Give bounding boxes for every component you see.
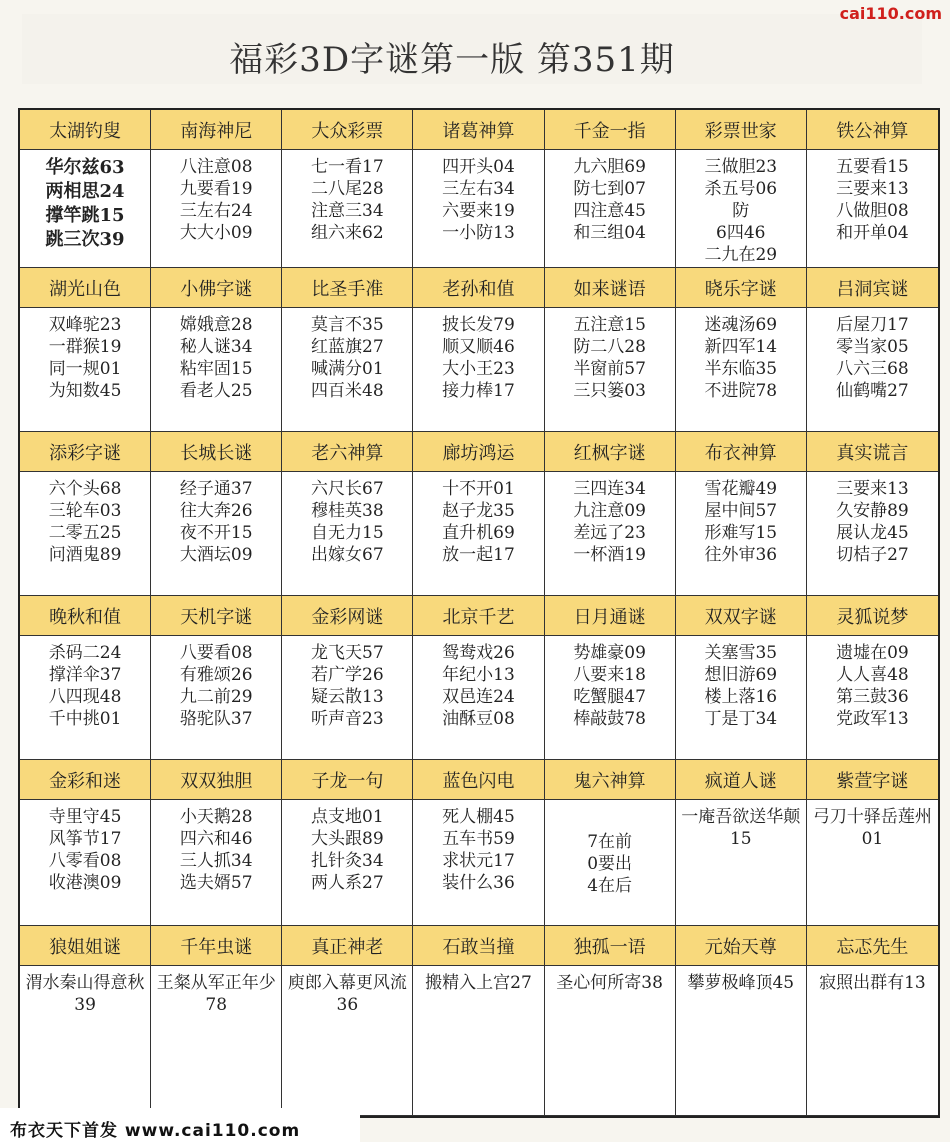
riddle-line: 不进院78 <box>704 381 778 401</box>
riddle-line: 龙飞天57 <box>311 643 384 663</box>
riddle-line: 人人喜48 <box>836 665 909 685</box>
riddle-line: 差远了23 <box>573 523 646 543</box>
column-header: 紫萱字谜 <box>807 760 938 800</box>
riddle-line: 六尺长67 <box>311 479 384 499</box>
riddle-line: 七一看17 <box>311 157 384 177</box>
riddle-cell <box>151 636 282 760</box>
riddle-line: 跳三次39 <box>45 229 125 250</box>
riddle-cell <box>20 800 151 926</box>
column-header: 真正神老 <box>282 926 413 966</box>
riddle-cell <box>413 150 544 268</box>
riddle-line: 四百米48 <box>311 381 384 401</box>
riddle-line: 红蓝旗27 <box>311 337 384 357</box>
column-header: 铁公神算 <box>807 110 938 150</box>
page-title: 福彩3D字谜第一版 第351期 <box>229 40 675 80</box>
column-header: 吕洞宾谜 <box>807 268 938 308</box>
riddle-line: 小天鹅28 <box>179 807 253 827</box>
riddle-line: 棒敲鼓78 <box>573 709 646 729</box>
riddle-line: 防七到07 <box>573 179 646 199</box>
riddle-line: 八六三68 <box>836 359 909 379</box>
riddle-cell <box>20 308 151 432</box>
riddle-line: 鸳鸯戏26 <box>442 643 515 663</box>
riddle-cell <box>20 150 151 268</box>
riddle-line: 三要来13 <box>836 479 909 499</box>
riddle-line: 大头跟89 <box>311 829 384 849</box>
riddle-cell <box>151 150 282 268</box>
riddle-cell <box>151 472 282 596</box>
column-header: 金彩和迷 <box>20 760 151 800</box>
riddle-line: 选夫婿57 <box>179 873 253 893</box>
column-header: 千年虫谜 <box>151 926 282 966</box>
riddle-line: 大小王23 <box>442 359 515 379</box>
column-header: 添彩字谜 <box>20 432 151 472</box>
column-header: 湖光山色 <box>20 268 151 308</box>
riddle-line: 四注意45 <box>573 201 646 221</box>
riddle-line: 二零五25 <box>48 523 122 543</box>
riddle-cell <box>413 966 544 1116</box>
riddle-line: 形难写15 <box>704 523 778 543</box>
riddle-cell <box>20 966 151 1116</box>
riddle-line: 风筝节17 <box>48 829 122 849</box>
column-header: 蓝色闪电 <box>413 760 544 800</box>
riddle-line: 油酥豆08 <box>442 709 515 729</box>
column-header: 晚秋和值 <box>20 596 151 636</box>
column-header: 布衣神算 <box>676 432 807 472</box>
riddle-cell <box>20 636 151 760</box>
riddle-cell <box>807 966 938 1116</box>
riddle-cell <box>676 800 807 926</box>
column-header: 彩票世家 <box>676 110 807 150</box>
riddle-line: 想旧游69 <box>704 665 778 685</box>
riddle-line: 三人抓34 <box>179 851 253 871</box>
riddle-line: 赵子龙35 <box>442 501 515 521</box>
riddle-cell <box>413 472 544 596</box>
riddle-cell <box>282 150 413 268</box>
riddle-line: 后屋刀17 <box>836 315 909 335</box>
riddle-line: 放一起17 <box>442 545 515 565</box>
riddle-line: 半窗前57 <box>573 359 646 379</box>
riddle-line: 五要看15 <box>836 157 909 177</box>
riddle-cell <box>151 966 282 1116</box>
riddle-line: 二八尾28 <box>311 179 384 199</box>
riddle-line: 一群猴19 <box>48 337 122 357</box>
riddle-line: 出嫁女67 <box>311 545 384 565</box>
riddle-cell <box>545 636 676 760</box>
column-header: 天机字谜 <box>151 596 282 636</box>
riddle-line: 党政军13 <box>836 709 909 729</box>
riddle-line: 九六胆69 <box>573 157 646 177</box>
riddle-cell <box>413 800 544 926</box>
riddle-line: 九注意09 <box>573 501 646 521</box>
riddle-cell <box>676 636 807 760</box>
riddle-cell <box>807 150 938 268</box>
riddle-cell <box>413 308 544 432</box>
riddle-line: 三四连34 <box>573 479 646 499</box>
riddle-cell <box>413 636 544 760</box>
riddle-line: 4在后 <box>587 875 633 896</box>
column-header: 双双独胆 <box>151 760 282 800</box>
riddle-line: 二九在29 <box>704 245 778 265</box>
riddle-line: 屋中间57 <box>704 501 778 521</box>
riddle-cell <box>676 472 807 596</box>
riddle-cell <box>807 636 938 760</box>
riddle-cell <box>807 308 938 432</box>
riddle-line: 莫言不35 <box>311 315 384 335</box>
riddle-cell <box>807 800 938 926</box>
riddle-line: 圣心何所寄38 <box>556 973 663 993</box>
riddle-line: 丁是丁34 <box>704 709 778 729</box>
column-header: 比圣手准 <box>282 268 413 308</box>
riddle-line: 千中挑01 <box>48 709 122 729</box>
riddle-line: 注意三34 <box>311 201 384 221</box>
riddle-line: 吃蟹腿47 <box>573 687 646 707</box>
riddle-line: 骆驼队37 <box>179 709 253 729</box>
riddle-cell <box>807 472 938 596</box>
riddle-line: 五车书59 <box>442 829 515 849</box>
riddle-line: 六个头68 <box>48 479 122 499</box>
riddle-line: 雪花瓣49 <box>704 479 778 499</box>
riddle-cell <box>545 308 676 432</box>
riddle-line: 两相思24 <box>45 181 125 202</box>
riddle-line: 和三组04 <box>573 223 646 243</box>
column-header: 诸葛神算 <box>413 110 544 150</box>
riddle-line: 听声音23 <box>311 709 384 729</box>
riddle-line: 一杯酒19 <box>573 545 646 565</box>
riddle-line: 八四现48 <box>48 687 122 707</box>
column-header: 小佛字谜 <box>151 268 282 308</box>
site-watermark: cai110.com <box>839 4 942 23</box>
riddle-line: 展认龙45 <box>836 523 909 543</box>
column-header: 老六神算 <box>282 432 413 472</box>
column-header: 金彩网谜 <box>282 596 413 636</box>
riddle-line: 十不开01 <box>442 479 515 499</box>
riddle-line: 八要看08 <box>179 643 253 663</box>
riddle-line: 久安静89 <box>836 501 909 521</box>
column-header: 千金一指 <box>545 110 676 150</box>
riddle-line: 接力棒17 <box>442 381 515 401</box>
riddle-line: 扎针灸34 <box>311 851 384 871</box>
riddle-line: 顺又顺46 <box>442 337 515 357</box>
riddle-cell <box>282 472 413 596</box>
column-header: 石敢当撞 <box>413 926 544 966</box>
column-header: 大众彩票 <box>282 110 413 150</box>
riddle-line: 有雅颂26 <box>179 665 253 685</box>
riddle-line: 问酒鬼89 <box>48 545 122 565</box>
column-header: 老孙和值 <box>413 268 544 308</box>
column-header: 廊坊鸿运 <box>413 432 544 472</box>
riddle-cell <box>282 800 413 926</box>
column-header: 如来谜语 <box>545 268 676 308</box>
riddle-line: 寺里守45 <box>48 807 122 827</box>
riddle-line: 杀五号06 <box>704 179 778 199</box>
riddle-cell <box>676 966 807 1116</box>
column-header: 鬼六神算 <box>545 760 676 800</box>
column-header: 独孤一语 <box>545 926 676 966</box>
riddle-line: 疑云散13 <box>311 687 384 707</box>
riddle-line: 新四军14 <box>704 337 778 357</box>
riddle-cell <box>151 800 282 926</box>
column-header: 南海神尼 <box>151 110 282 150</box>
riddle-line: 收港澳09 <box>48 873 122 893</box>
riddle-line: 点支地01 <box>311 807 384 827</box>
column-header: 狼姐姐谜 <box>20 926 151 966</box>
riddle-line: 组六来62 <box>311 223 384 243</box>
riddle-line: 四开头04 <box>442 157 515 177</box>
riddle-cell <box>282 308 413 432</box>
riddle-line: 死人棚45 <box>442 807 515 827</box>
riddle-line: 关塞雪35 <box>704 643 778 663</box>
column-header: 太湖钓叟 <box>20 110 151 150</box>
riddle-line: 九要看19 <box>179 179 253 199</box>
riddle-cell <box>20 472 151 596</box>
riddle-line: 自无力15 <box>311 523 384 543</box>
riddle-line: 求状元17 <box>442 851 515 871</box>
column-header: 元始天尊 <box>676 926 807 966</box>
riddle-line: 装什么36 <box>442 873 515 893</box>
riddle-cell <box>545 800 676 926</box>
column-header: 北京千艺 <box>413 596 544 636</box>
column-header: 红枫字谜 <box>545 432 676 472</box>
column-header: 子龙一句 <box>282 760 413 800</box>
riddle-line: 往大奔26 <box>179 501 253 521</box>
riddle-line: 九二前29 <box>179 687 253 707</box>
riddle-line: 大酒坛09 <box>179 545 253 565</box>
riddle-line: 为知数45 <box>48 381 122 401</box>
riddle-line: 同一规01 <box>48 359 122 379</box>
riddle-line: 看老人25 <box>179 381 253 401</box>
riddle-line: 庾郎入幕更风流36 <box>287 973 407 1015</box>
riddle-line: 八做胆08 <box>836 201 909 221</box>
riddle-line: 仙鹤嘴27 <box>836 381 909 401</box>
riddle-line: 防二八28 <box>573 337 646 357</box>
riddle-line: 四六和46 <box>179 829 253 849</box>
riddle-line: 7在前 <box>587 831 633 852</box>
riddle-table <box>18 108 940 1118</box>
riddle-line: 杀码二24 <box>48 643 122 663</box>
riddle-line: 防 <box>732 201 750 221</box>
riddle-line: 夜不开15 <box>179 523 253 543</box>
riddle-line: 遗墟在09 <box>836 643 909 663</box>
riddle-line: 第三鼓36 <box>836 687 909 707</box>
column-header: 晓乐字谜 <box>676 268 807 308</box>
riddle-line: 八注意08 <box>179 157 253 177</box>
riddle-line: 迷魂汤69 <box>704 315 778 335</box>
riddle-line: 两人系27 <box>311 873 384 893</box>
riddle-line: 往外审36 <box>704 545 778 565</box>
riddle-line: 粘牢固15 <box>179 359 253 379</box>
riddle-line: 搬精入上宫27 <box>425 973 532 993</box>
riddle-line: 秘人谜34 <box>179 337 253 357</box>
riddle-line: 双峰驼23 <box>48 315 122 335</box>
riddle-line: 三轮车03 <box>48 501 122 521</box>
column-header: 真实谎言 <box>807 432 938 472</box>
riddle-line: 0要出 <box>587 853 633 874</box>
riddle-cell <box>282 966 413 1116</box>
riddle-line: 王粲从军正年少78 <box>156 973 276 1015</box>
riddle-cell <box>282 636 413 760</box>
column-header: 长城长谜 <box>151 432 282 472</box>
riddle-line: 五注意15 <box>573 315 646 335</box>
riddle-line: 三做胆23 <box>704 157 778 177</box>
column-header: 日月通谜 <box>545 596 676 636</box>
riddle-line: 三只篓03 <box>573 381 646 401</box>
column-header: 疯道人谜 <box>676 760 807 800</box>
riddle-line: 半东临35 <box>704 359 778 379</box>
riddle-line: 八零看08 <box>48 851 122 871</box>
riddle-line: 经子通37 <box>179 479 253 499</box>
riddle-line: 喊满分01 <box>311 359 384 379</box>
riddle-line: 年纪小13 <box>442 665 515 685</box>
riddle-line: 嫦娥意28 <box>179 315 253 335</box>
riddle-line: 华尔兹63 <box>45 157 125 178</box>
riddle-line: 大大小09 <box>179 223 253 243</box>
riddle-line: 一庵吾欲送华颠15 <box>681 807 801 849</box>
riddle-line: 六要来19 <box>442 201 515 221</box>
column-header: 灵狐说梦 <box>807 596 938 636</box>
riddle-line: 撑洋伞37 <box>48 665 122 685</box>
footer-credit: 布衣天下首发 www.cai110.com <box>10 1121 301 1141</box>
riddle-line: 披长发79 <box>442 315 515 335</box>
riddle-line: 和开单04 <box>836 223 909 243</box>
riddle-line: 攀萝极峰顶45 <box>687 973 795 993</box>
riddle-cell <box>545 966 676 1116</box>
riddle-line: 渭水秦山得意秋39 <box>25 973 145 1015</box>
riddle-line: 穆桂英38 <box>311 501 384 521</box>
riddle-line: 弓刀十驿岳莲州01 <box>812 807 932 849</box>
riddle-line: 寂照出群有13 <box>819 973 926 993</box>
column-header: 忘忑先生 <box>807 926 938 966</box>
riddle-line: 6四46 <box>716 223 766 243</box>
riddle-cell <box>545 472 676 596</box>
riddle-line: 势雄豪09 <box>573 643 646 663</box>
riddle-cell <box>151 308 282 432</box>
column-header: 双双字谜 <box>676 596 807 636</box>
riddle-cell <box>545 150 676 268</box>
riddle-line: 三左右24 <box>179 201 253 221</box>
riddle-line: 切桔子27 <box>836 545 909 565</box>
riddle-cell <box>676 308 807 432</box>
riddle-cell <box>676 150 807 268</box>
riddle-line: 八要来18 <box>573 665 646 685</box>
riddle-line: 零当家05 <box>836 337 909 357</box>
riddle-line: 直升机69 <box>442 523 515 543</box>
riddle-line: 双邑连24 <box>442 687 515 707</box>
riddle-line: 三左右34 <box>442 179 515 199</box>
riddle-line: 若广学26 <box>311 665 384 685</box>
riddle-line: 一小防13 <box>442 223 515 243</box>
riddle-line: 撑竿跳15 <box>45 205 125 226</box>
riddle-line: 楼上落16 <box>704 687 778 707</box>
riddle-line: 三要来13 <box>836 179 909 199</box>
title-bar <box>22 14 922 84</box>
